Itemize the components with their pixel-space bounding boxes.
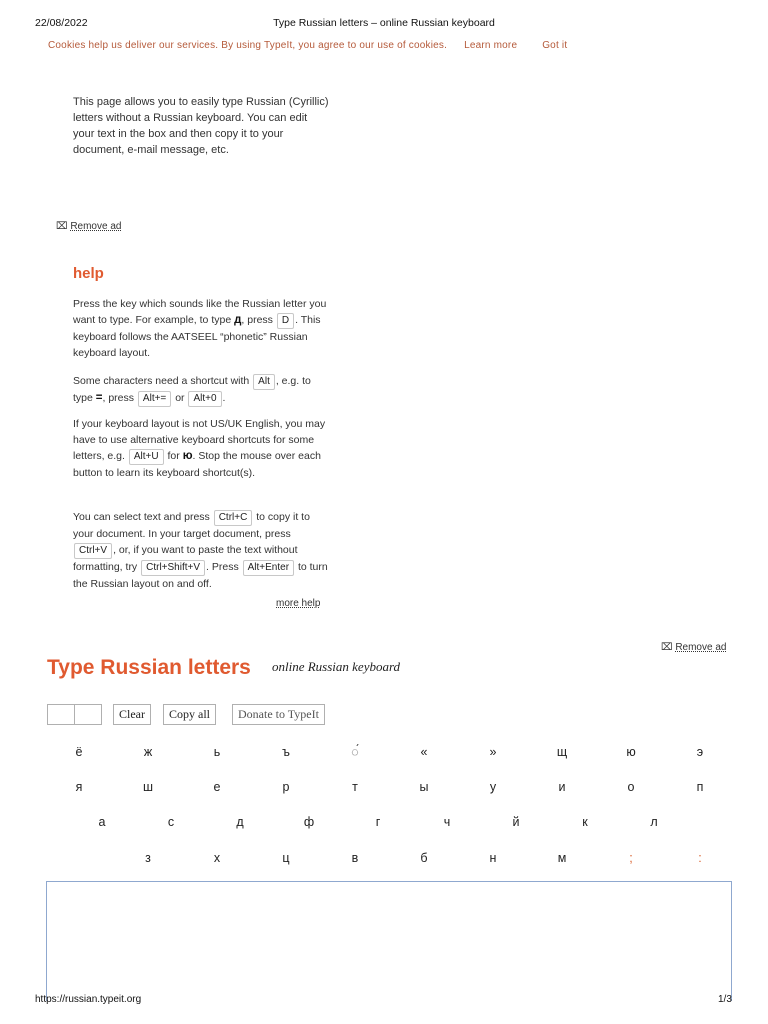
print-header xyxy=(0,17,768,31)
keyboard-key[interactable]: ч xyxy=(443,815,451,829)
help-text: to turn the Russian layout on and off. xyxy=(73,561,328,590)
help-text: If your keyboard layout is not US/UK English, you may have to use alternative keyboard shortcuts for some letters, e.g. xyxy=(73,418,326,462)
key-shortcut-ctrl-v: Ctrl+V xyxy=(74,543,112,559)
keyboard-key[interactable]: ; xyxy=(629,851,633,865)
keyboard-key[interactable]: п xyxy=(696,780,704,794)
layout-toggle-left[interactable] xyxy=(47,704,75,725)
keyboard-key[interactable]: о xyxy=(627,780,635,794)
keyboard-key[interactable]: ъ xyxy=(282,745,290,759)
keyboard-key[interactable]: с xyxy=(167,815,175,829)
help-text: for xyxy=(164,450,183,462)
keyboard-key[interactable]: н xyxy=(489,851,497,865)
keyboard-key[interactable]: ю xyxy=(626,745,636,759)
clear-button[interactable]: Clear xyxy=(113,704,151,725)
help-text: Some characters need a shortcut with xyxy=(73,375,253,387)
remove-ad-link[interactable] xyxy=(661,642,726,653)
help-text: . Press xyxy=(206,561,242,573)
key-shortcut-alt-enter: Alt+Enter xyxy=(243,560,294,576)
help-text: , press xyxy=(102,392,137,404)
remove-ad-icon: ⌧ xyxy=(56,221,68,232)
example-letter: ю xyxy=(182,450,193,462)
keyboard-key[interactable]: ф xyxy=(303,815,315,829)
keyboard-key[interactable]: б xyxy=(420,851,428,865)
key-shortcut-alt-u: Alt+U xyxy=(129,449,164,465)
keyboard-key[interactable]: ы xyxy=(419,780,429,794)
help-heading: help xyxy=(73,265,104,282)
cookie-message: Cookies help us deliver our services. By using TypeIt, you agree to our use of cookies. xyxy=(48,40,448,51)
help-text: You can select text and press xyxy=(73,511,213,523)
remove-ad-link[interactable] xyxy=(56,221,121,232)
keyboard-key[interactable]: ё xyxy=(75,745,83,759)
help-text: , e.g. to type xyxy=(73,375,311,404)
keyboard-key[interactable]: : xyxy=(698,851,702,865)
keyboard-key[interactable]: ь xyxy=(213,745,221,759)
page-subtitle: online Russian keyboard xyxy=(272,659,401,674)
keyboard-key[interactable]: к xyxy=(582,815,588,829)
keyboard-key[interactable]: з xyxy=(145,851,151,865)
help-paragraph-2 xyxy=(73,373,329,407)
learn-more-link[interactable]: Learn more xyxy=(464,40,518,51)
keyboard-key[interactable]: т xyxy=(352,780,358,794)
keyboard-key[interactable]: ◌́ xyxy=(351,745,359,759)
print-url: https://russian.typeit.org xyxy=(35,994,142,1005)
key-shortcut-alt-0: Alt+0 xyxy=(188,391,221,407)
help-text: Press the key which sounds like the Russian letter you want to type. For example, to type xyxy=(73,298,327,326)
text-editor[interactable] xyxy=(46,881,732,1001)
keyboard-key[interactable]: ш xyxy=(142,780,154,794)
help-paragraph-3 xyxy=(73,416,329,481)
key-shortcut-ctrl-c: Ctrl+C xyxy=(214,510,253,526)
keyboard-key[interactable]: « xyxy=(420,745,428,759)
copy-all-button[interactable]: Copy all xyxy=(163,704,216,725)
layout-toggle-right[interactable] xyxy=(74,704,102,725)
keyboard-key[interactable]: я xyxy=(75,780,83,794)
help-text: . xyxy=(222,392,226,404)
keyboard-key[interactable]: в xyxy=(351,851,359,865)
example-char: = xyxy=(95,392,103,404)
keyboard-key[interactable]: у xyxy=(489,780,497,794)
help-text: . This keyboard follows the AATSEEL “phonetic” Russian keyboard layout. xyxy=(73,314,321,359)
got-it-button[interactable]: Got it xyxy=(542,40,568,51)
keyboard-key[interactable]: й xyxy=(512,815,520,829)
keyboard-key[interactable]: щ xyxy=(556,745,568,759)
help-paragraph-1 xyxy=(73,296,329,361)
print-title: Type Russian letters – online Russian keyboard xyxy=(273,17,495,29)
keyboard-key[interactable]: а xyxy=(98,815,106,829)
more-help-link[interactable]: more help xyxy=(276,598,321,609)
key-shortcut-alt: Alt xyxy=(253,374,275,390)
remove-ad-icon: ⌧ xyxy=(661,642,673,653)
keyboard-key[interactable]: э xyxy=(696,745,704,759)
keyboard-key[interactable]: д xyxy=(236,815,244,829)
keyboard-key[interactable]: е xyxy=(213,780,221,794)
help-text: , or, if you want to paste the text without formatting, try xyxy=(73,544,298,573)
keyboard-key[interactable]: г xyxy=(375,815,381,829)
keyboard-key[interactable]: и xyxy=(558,780,566,794)
key-shortcut-ctrl-shift-v: Ctrl+Shift+V xyxy=(141,560,205,576)
remove-ad-label: Remove ad xyxy=(675,642,727,653)
donate-button[interactable]: Donate to TypeIt xyxy=(232,704,325,725)
help-paragraph-4 xyxy=(73,509,329,592)
print-date: 22/08/2022 xyxy=(35,17,88,29)
key-shortcut-d: D xyxy=(277,313,294,329)
page-title: Type Russian letters xyxy=(47,656,251,679)
print-page-number: 1/3 xyxy=(718,994,732,1005)
keyboard-key[interactable]: л xyxy=(650,815,658,829)
help-text: . Stop the mouse over each button to learn its keyboard shortcut(s). xyxy=(73,450,321,479)
help-text: to copy it to your document. In your target document, press xyxy=(73,511,310,540)
keyboard-key[interactable]: х xyxy=(213,851,221,865)
help-text: or xyxy=(172,392,188,404)
intro-text: This page allows you to easily type Russian (Cyrillic) letters without a Russian keyboard. You can edit your text in the box and then copy it to your document, e-mail message, etc. xyxy=(73,96,329,156)
keyboard-key[interactable]: м xyxy=(557,851,567,865)
key-shortcut-alt-equals: Alt+= xyxy=(138,391,171,407)
keyboard-key[interactable]: р xyxy=(282,780,290,794)
keyboard-key[interactable]: ж xyxy=(143,745,153,759)
keyboard-key[interactable]: ц xyxy=(282,851,290,865)
remove-ad-label: Remove ad xyxy=(70,221,122,232)
help-text: , press xyxy=(241,314,276,326)
keyboard-key[interactable]: » xyxy=(489,745,497,759)
example-letter: д xyxy=(234,314,242,326)
cookie-bar xyxy=(48,40,567,51)
